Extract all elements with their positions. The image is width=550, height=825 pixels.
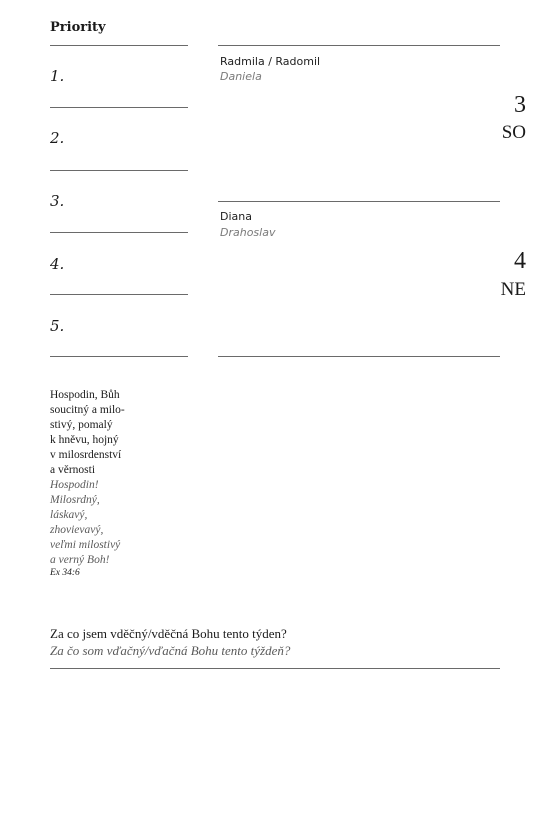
- verse-slovak-line: Hospodin!: [50, 479, 99, 491]
- day-rule-middle: [218, 201, 500, 202]
- priority-number-4: 4.: [50, 255, 65, 273]
- verse-czech-line: k hněvu, hojný: [50, 434, 119, 446]
- priority-number-5: 5.: [50, 317, 65, 335]
- day-number-1: 3: [514, 92, 526, 118]
- verse-slovak-line: láskavý,: [50, 509, 88, 521]
- verse-slovak-line: a verný Boh!: [50, 554, 110, 566]
- gratitude-question-slovak: Za čo som vďačný/vďačná Bohu tento týždeň?: [50, 643, 291, 658]
- day-number-2: 4: [514, 248, 526, 274]
- gratitude-question-czech: Za co jsem vděčný/vděčná Bohu tento týden?: [50, 626, 287, 641]
- verse-slovak: [50, 478, 160, 568]
- verse-czech-line: a věrnosti: [50, 464, 96, 476]
- verse-czech-line: stivý, pomalý: [50, 419, 113, 431]
- priority-rule-0: [50, 45, 188, 46]
- verse-slovak-line: zhovievavý,: [50, 524, 104, 536]
- gratitude-writing-line[interactable]: [50, 668, 500, 669]
- verse-czech: [50, 388, 160, 478]
- verse-czech-line: v milosrdenství: [50, 449, 122, 461]
- verse-czech-line: Hospodin, Bůh: [50, 389, 120, 401]
- priority-rule-4[interactable]: [50, 294, 188, 295]
- day-abbr-2: NE: [500, 279, 526, 300]
- nameday-sk-day-1: Daniela: [220, 70, 262, 83]
- verse-slovak-line: Milosrdný,: [50, 494, 100, 506]
- nameday-sk-day-2: Drahoslav: [220, 226, 276, 239]
- day-abbr-1: SO: [501, 122, 526, 143]
- nameday-cz-day-2: Diana: [220, 210, 252, 223]
- verse-czech-line: soucitný a milo-: [50, 404, 125, 416]
- day-rule-bottom: [218, 356, 500, 357]
- nameday-cz-day-1: Radmila / Radomil: [220, 55, 321, 68]
- priority-rule-1[interactable]: [50, 107, 188, 108]
- priority-rule-2[interactable]: [50, 170, 188, 171]
- priority-number-1: 1.: [50, 67, 65, 85]
- verse-slovak-line: veľmi milostivý: [50, 539, 121, 551]
- verse-reference: Ex 34:6: [50, 568, 80, 578]
- priority-heading: Priority: [50, 20, 106, 35]
- day-rule-top: [218, 45, 500, 46]
- priority-rule-3[interactable]: [50, 232, 188, 233]
- priority-number-2: 2.: [50, 129, 65, 147]
- priority-rule-5[interactable]: [50, 356, 188, 357]
- priority-number-3: 3.: [50, 192, 65, 210]
